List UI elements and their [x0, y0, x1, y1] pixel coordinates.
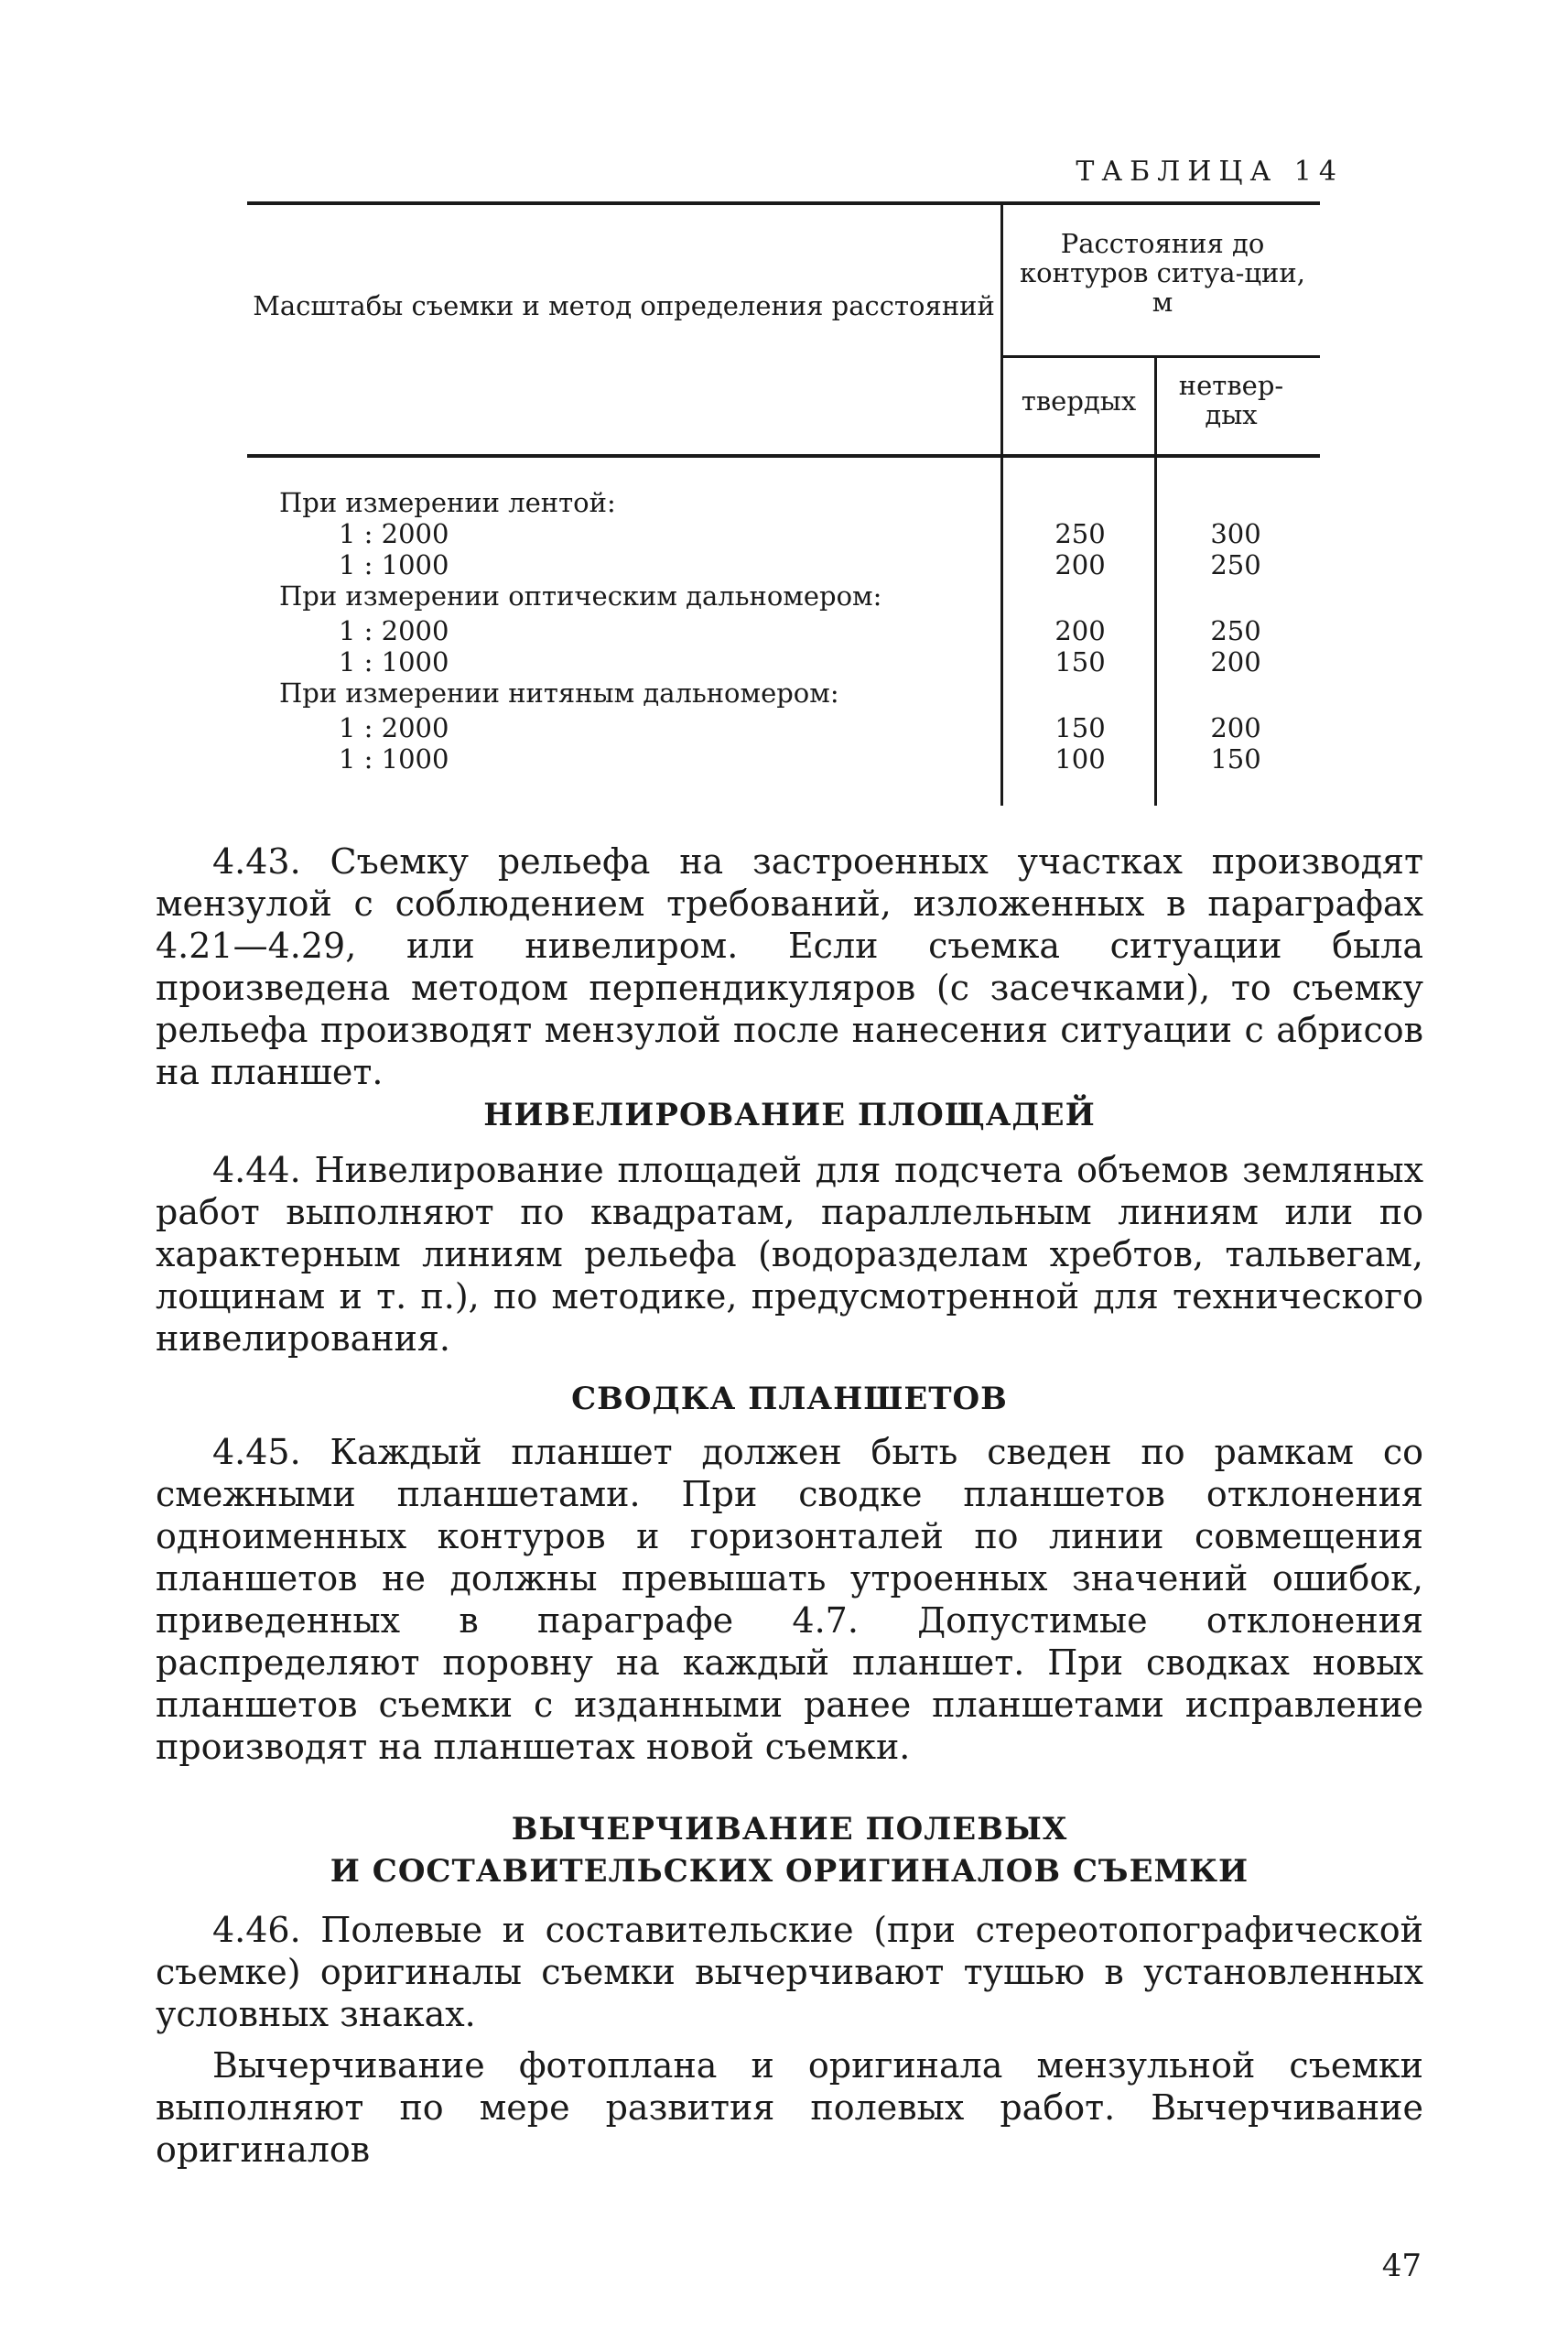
paragraph-4-43: 4.43. Съемку рельефа на застроенных участках производят мензулой с соблюдением требований, изложенных в параграфах 4.21—4.29, или нивелиром. Если съемка ситуации была произведена методом перпендикуляров (с засечками), то съемку рельефа производят мензулой после нанесения ситуации с абрисов на планшет. — [156, 841, 1423, 1092]
heading-leveling: НИВЕЛИРОВАНИЕ ПЛОЩАДЕЙ — [483, 1097, 1096, 1133]
paragraph-4-46-continued: Вычерчивание фотоплана и оригинала мензульной съемки выполняют по мере развития полевых работ. Вычерчивание оригиналов — [156, 2045, 1423, 2170]
row-nonsolid: 250 — [1210, 549, 1261, 580]
paragraph-4-44: 4.44. Нивелирование площадей для подсчета объемов земляных работ выполняют по квадратам, параллельным линиям или по характерным линиям рельефа (водоразделам хребтов, тальвегам, лощинам и т. п.), по методике, предусмотренной для технического нивелирования. — [156, 1150, 1423, 1359]
row-label: 1 : 1000 — [339, 743, 449, 775]
row-solid: 200 — [1054, 549, 1106, 580]
table-top-rule — [247, 201, 1320, 205]
row-solid: 200 — [1054, 615, 1106, 646]
table-caption: ТАБЛИЦА 14 — [1076, 156, 1344, 188]
header-distance: Расстояния до контуров ситуа-ции, м — [1020, 228, 1305, 318]
row-solid: 150 — [1054, 646, 1106, 677]
row-solid: 250 — [1054, 518, 1106, 549]
paragraph-4-45: 4.45. Каждый планшет должен быть сведен по рамкам со смежными планшетами. При сводке планшетов отклонения одноименных контуров и горизонталей по линии совмещения планшетов не должны превышать утроенных значений ошибок, приведенных в параграфе 4.7. Допустимые отклонения распределяют поровну на каждый планшет. При сводках новых планшетов съемки с изданными ранее планшетами исправление производят на планшетах новой съемки. — [156, 1432, 1423, 1767]
row-solid: 150 — [1054, 712, 1106, 743]
row-nonsolid: 150 — [1210, 743, 1261, 775]
heading-summary: СВОДКА ПЛАНШЕТОВ — [571, 1381, 1008, 1417]
row-label: 1 : 1000 — [339, 549, 449, 580]
table-subcolumn-divider — [1154, 357, 1157, 806]
table-header-rule — [247, 454, 1320, 458]
row-label: 1 : 2000 — [339, 615, 449, 646]
heading-drawing-1: ВЫЧЕРЧИВАНИЕ ПОЛЕВЫХ — [511, 1811, 1068, 1848]
heading-drawing-2: И СОСТАВИТЕЛЬСКИХ ОРИГИНАЛОВ СЪЕМКИ — [330, 1853, 1249, 1890]
table-column-divider — [1000, 205, 1003, 806]
table-subheader-rule — [1000, 355, 1320, 358]
row-nonsolid: 200 — [1210, 646, 1261, 677]
paragraph-4-46: 4.46. Полевые и составительские (при стереотопографической съемке) оригиналы съемки вычерчивают тушью в установленных условных знаках. — [156, 1910, 1423, 2034]
row-solid: 100 — [1054, 743, 1106, 775]
row-label: При измерении нитяным дальномером: — [279, 677, 839, 709]
distance-table — [247, 201, 1320, 806]
row-label: 1 : 2000 — [339, 712, 449, 743]
row-label: 1 : 2000 — [339, 518, 449, 549]
header-nonsolid: нетвер-дых — [1178, 370, 1284, 430]
row-nonsolid: 300 — [1210, 518, 1261, 549]
header-solid: твердых — [1021, 385, 1137, 417]
row-nonsolid: 250 — [1210, 615, 1261, 646]
row-label: При измерении оптическим дальномером: — [279, 580, 882, 612]
header-method: Масштабы съемки и метод определения расстояний — [253, 290, 995, 321]
page-number: 47 — [1381, 2248, 1422, 2284]
row-label: 1 : 1000 — [339, 646, 449, 677]
row-nonsolid: 200 — [1210, 712, 1261, 743]
row-label: При измерении лентой: — [279, 487, 616, 518]
